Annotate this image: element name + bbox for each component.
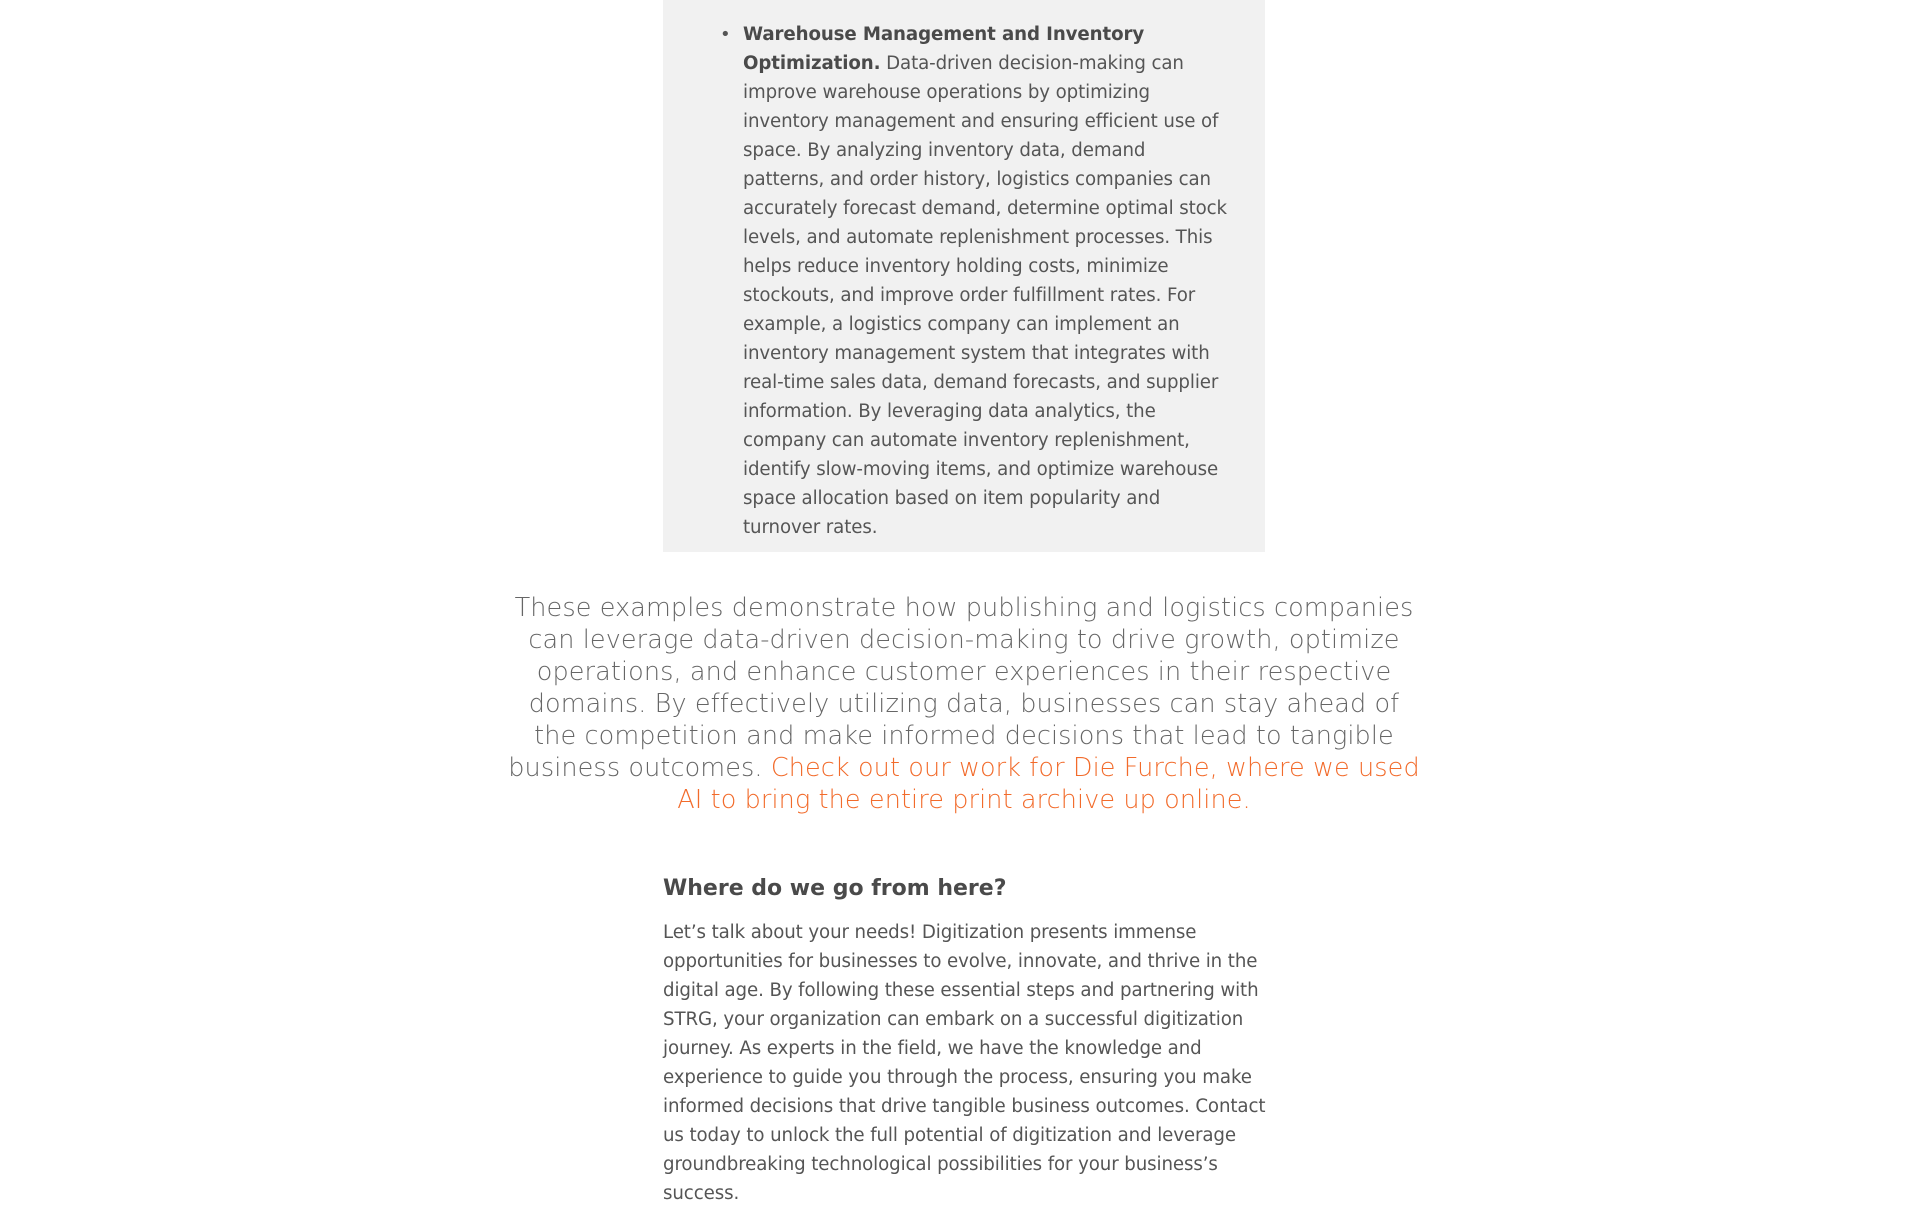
- list-item-warehouse: [720, 20, 1227, 542]
- summary-paragraph: [508, 592, 1420, 816]
- die-furche-link[interactable]: Check out our work for Die Furche, where we used AI to bring the entire print archive up online.: [677, 753, 1420, 815]
- bullet-body: Data-driven decision-making can improve warehouse operations by optimizing inventory management and ensuring efficient use of space. By analyzing inventory data, demand patterns, and order history, logistics companies can accurately forecast demand, determine optimal stock levels, and automate replenishment processes. This helps reduce inventory holding costs, minimize stockouts, and improve order fulfillment rates. For example, a logistics company can implement an inventory management system that integrates with real-time sales data, demand forecasts, and supplier information. By leveraging data analytics, the company can automate inventory replenishment, identify slow-moving items, and optimize warehouse space allocation based on item popularity and turnover rates.: [743, 53, 1227, 538]
- closing-paragraph: Let’s talk about your needs! Digitization presents immense opportunities for businesses to evolve, innovate, and thrive in the digital age. By following these essential steps and partnering with STRG, your organization can embark on a successful digitization journey. As experts in the field, we have the knowledge and experience to guide you through the process, ensuring you make informed decisions that drive tangible business outcomes. Contact us today to unlock the full potential of digitization and leverage groundbreaking technological possibilities for your business’s success.: [663, 922, 1266, 1204]
- section-heading: Where do we go from here?: [663, 876, 1007, 901]
- example-box: [663, 0, 1265, 552]
- summary-text: These examples demonstrate how publishing and logistics companies can leverage data-driven decision-making to drive growth, optimize operations, and enhance customer experiences in their respective domains. By effectively utilizing data, businesses can stay ahead of the competition and make informed decisions that lead to tangible business outcomes.: [508, 593, 1414, 783]
- bullet-title: Warehouse Management and Inventory Optimization.: [743, 24, 1145, 74]
- bullet-dot-icon: •: [720, 24, 731, 45]
